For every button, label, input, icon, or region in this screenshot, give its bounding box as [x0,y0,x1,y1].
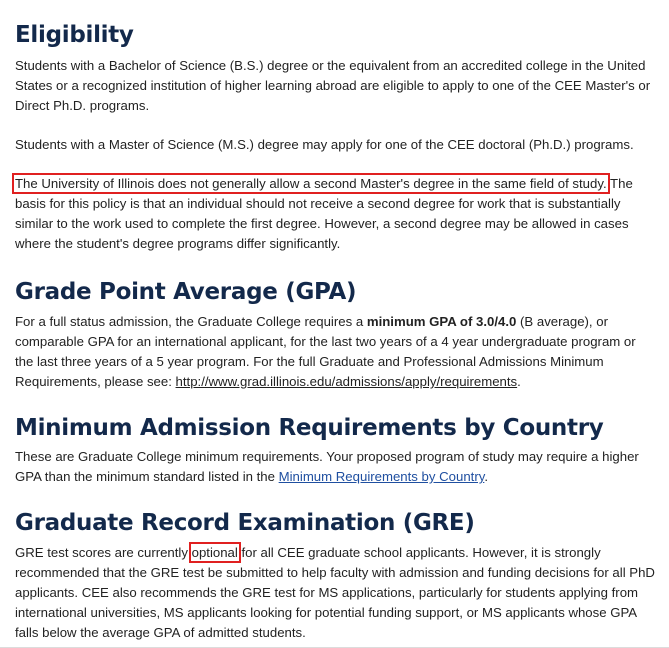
country-paragraph [15,447,655,487]
minimum-requirements-by-country-link[interactable]: Minimum Requirements by Country [278,469,485,484]
heading-gpa: Grade Point Average (GPA) [15,279,357,305]
heading-eligibility: Eligibility [15,22,134,48]
gpa-text-2: (B average), or comparable GPA for an international applicant, for the last two years of a 4 year undergraduate program or the last three years of a 5 year program. For the full Graduate and Professional Admissions Minimum Requirements, please see: [15,314,636,389]
gre-text-1: GRE test scores are currently [15,545,192,560]
grad-requirements-link[interactable]: http://www.grad.illinois.edu/admissions/apply/requirements [175,374,518,389]
heading-country-requirements: Minimum Admission Requirements by Country [15,415,604,441]
highlight-second-degree-policy: The University of Illinois does not generally allow a second Master's degree in the same field of study. [15,176,607,191]
gre-paragraph [15,543,655,643]
country-text-2: . [484,469,489,484]
gre-text-2: for all CEE graduate school applicants. However, it is strongly recommended that the GRE test be submitted to help faculty with admission and funding decisions for all PhD applicants. CEE also recommends the GRE test for MS applications, particularly for students applying from international universities, MS applicants looking for potential funding support, or MS applicants whose GPA falls below the average GPA of admitted students. [15,545,655,640]
eligibility-paragraph-master: Students with a Master of Science (M.S.) degree may apply for one of the CEE doctoral (Ph.D.) programs. [15,137,634,152]
highlight-optional: optional [191,545,238,560]
eligibility-paragraph-bachelor: Students with a Bachelor of Science (B.S.) degree or the equivalent from an accredited college in the United States or a recognized institution of higher learning abroad are eligible to apply to one of the CEE Master's or Direct Ph.D. programs. [15,58,651,113]
second-degree-policy-rest: The basis for this policy is that an individual should not receive a second degree for work that is substantially similar to the work used to complete the first degree. However, a second degree may be allowed in cases where the student's degree programs differ significantly. [15,176,633,251]
gpa-text-1: For a full status admission, the Graduate College requires a [15,314,367,329]
country-text-1: These are Graduate College minimum requirements. Your proposed program of study may require a higher GPA than the minimum standard listed in the [15,449,639,484]
heading-gre: Graduate Record Examination (GRE) [15,510,475,536]
gpa-minimum-bold: minimum GPA of 3.0/4.0 [366,314,517,329]
gpa-paragraph [15,312,655,392]
eligibility-paragraph-second-degree [15,174,655,254]
gpa-text-3: . [517,374,521,389]
content-page [15,0,655,643]
